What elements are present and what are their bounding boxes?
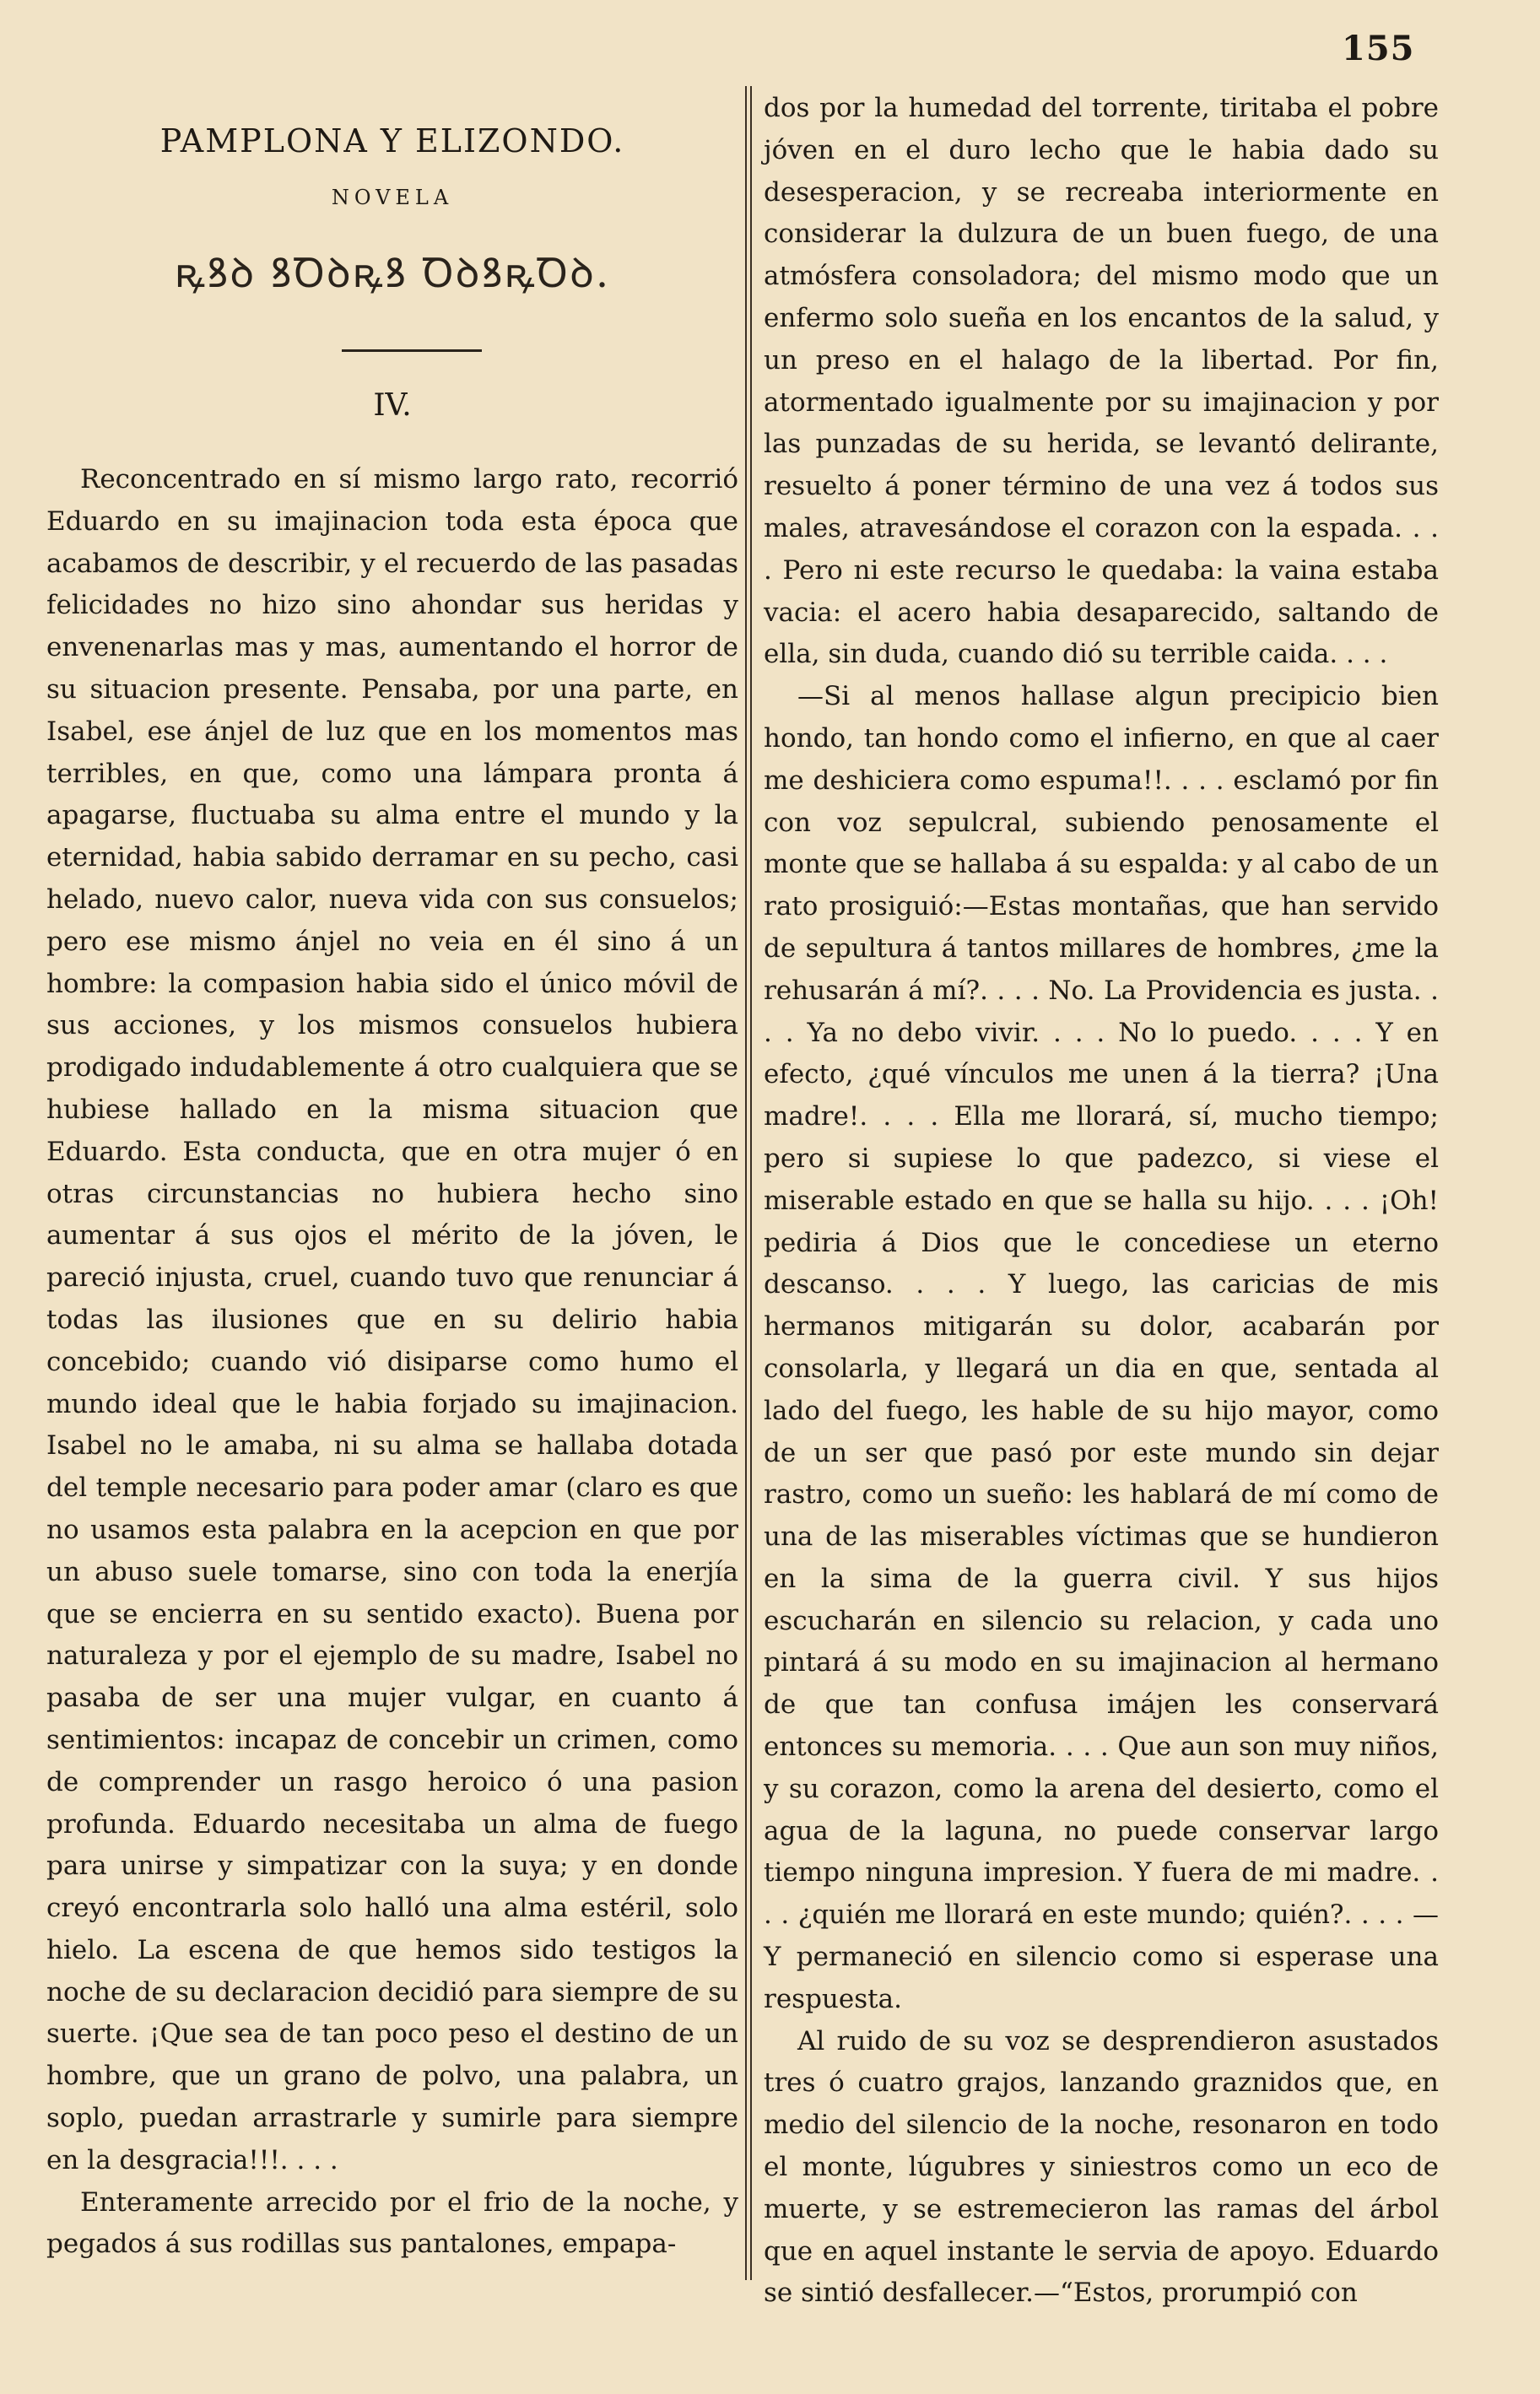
novel-subtitle: NOVELA <box>331 186 454 209</box>
paragraph: Al ruido de su voz se desprendieron asustados tres ó cuatro grajos, lanzando graznidos que, en medio del silencio de la noche, resonaron en todo el monte, lúgubres y siniestros como un eco de muerte, y se estremecieron las ramas del árbol que en aquel instante le servia de apoyo. Eduardo se sintió desfallecer.—“Estos, prorumpió con <box>764 2025 1439 2309</box>
chapter-heading: IV. <box>373 388 412 423</box>
author-ornament-line: ꝶꝸꝺ ꝸꝹꝺꝶꝸ ꝹꝺꝸꝶꝹꝺ. <box>174 250 611 297</box>
left-column <box>46 0 738 2394</box>
page-number: 155 <box>1342 29 1415 68</box>
paragraph: dos por la humedad del torrente, tiritaba el pobre jóven en el duro lecho que le habia dado su desesperacion, y se recreaba interiormente en considerar la dulzura de un buen fuego, de una atmósfera consoladora; del mismo modo que un enfermo solo sueña en los encantos de la salud, y un preso en el halago de la libertad. Por fin, atormentado igualmente por su imajinacion y por las punzadas de su herida, se levantó delirante, resuelto á poner término de una vez á todos sus males, atravesándose el corazon con la espada. . . . Pero ni este recurso le quedaba: la vaina estaba vacia: el acero habia desaparecido, saltando de ella, sin duda, cuando dió su terrible caida. . . . <box>764 93 1439 670</box>
title-rule <box>342 349 482 352</box>
column-divider <box>745 86 752 2280</box>
paragraph: Reconcentrado en sí mismo largo rato, recorrió Eduardo en su imajinacion toda esta época que acabamos de describir, y el recuerdo de las pasadas felicidades no hizo sino ahondar sus heridas y envenenarlas mas y mas, aumentando el horror de su situacion presente. Pensaba, por una parte, en Isabel, ese ánjel de luz que en los momentos mas terribles, en que, como una lámpara pronta á apagarse, fluctuaba su alma entre el mundo y la eternidad, habia sabido derramar en su pecho, casi helado, nuevo calor, nueva vida con sus consuelos; pero ese mismo ánjel no veia en él sino á un hombre: la compasion habia sido el único móvil de sus acciones, y los mismos consuelos hubiera prodigado indudablemente á otro cualquiera que se hubiese hallado en la misma situacion que Eduardo. Esta conducta, que en otra mujer ó en otras circunstancias no hubiera hecho sino aumentar á sus ojos el mérito de la jóven, le pareció injusta, cruel, cuando tuvo que renunciar á todas las ilusiones que en su delirio habia concebido; cuando vió disiparse como humo el mundo ideal que le habia forjado su imajinacion. Isabel no le amaba, ni su alma se hallaba dotada del temple necesario para poder amar (claro es que no usamos esta palabra en la acepcion en que por un abuso suele tomarse, sino con toda la enerjía que se encierra en su sentido exacto). Buena por naturaleza y por el ejemplo de su madre, Isabel no pasaba de ser una mujer vulgar, en cuanto á sentimientos: incapaz de concebir un crimen, como de comprender un rasgo heroico ó una pasion profunda. Eduardo necesitaba un alma de fuego para unirse y simpatizar con la suya; y en donde creyó encontrarla solo halló una alma estéril, solo hielo. La escena de que hemos sido testigos la noche de su declaracion decidió para siempre de su suerte. ¡Que sea de tan poco peso el destino de un hombre, que un grano de polvo, una palabra, un soplo, puedan arrastrarle y sumirle para siempre en la desgracia!!!. . . . <box>46 464 738 2175</box>
novel-title: PAMPLONA Y ELIZONDO. <box>159 122 625 159</box>
paragraph: Enteramente arrecido por el frio de la noche, y pegados á sus rodillas sus pantalones, empapa- <box>46 2186 738 2260</box>
left-column-body <box>46 459 738 2266</box>
right-column <box>764 0 1439 2394</box>
right-column-body <box>764 88 1439 2315</box>
paragraph: —Si al menos hallase algun precipicio bien hondo, tan hondo como el infierno, en que al caer me deshiciera como espuma!!. . . . esclamó por fin con voz sepulcral, subiendo penosamente el monte que se hallaba á su espalda: y al cabo de un rato prosiguió:—Estas montañas, que han servido de sepultura á tantos millares de hombres, ¿me la rehusarán á mí?. . . . No. La Providencia es justa. . . . Ya no debo vivir. . . . No lo puedo. . . . Y en efecto, ¿qué vínculos me unen á la tierra? ¡Una madre!. . . . Ella me llorará, sí, mucho tiempo; pero si supiese lo que padezco, si viese el miserable estado en que se halla su hijo. . . . ¡Oh! pediria á Dios que le concediese un eterno descanso. . . . Y luego, las caricias de mis hermanos mitigarán su dolor, acabarán por consolarla, y llegará un dia en que, sentada al lado del fuego, les hable de su hijo mayor, como de un ser que pasó por este mundo sin dejar rastro, como un sueño: les hablará de mí como de una de las miserables víctimas que se hundieron en la sima de la guerra civil. Y sus hijos escucharán en silencio su relacion, y cada uno pintará á su modo en su imajinacion al hermano de que tan confusa imájen les conservará entonces su memoria. . . . Que aun son muy niños, y su corazon, como la arena del desierto, como el agua de la laguna, no puede conservar largo tiempo ninguna impresion. Y fuera de mi madre. . . . ¿quién me llorará en este mundo; quién?. . . . —Y permaneció en silencio como si esperase una respuesta. <box>764 681 1439 2014</box>
